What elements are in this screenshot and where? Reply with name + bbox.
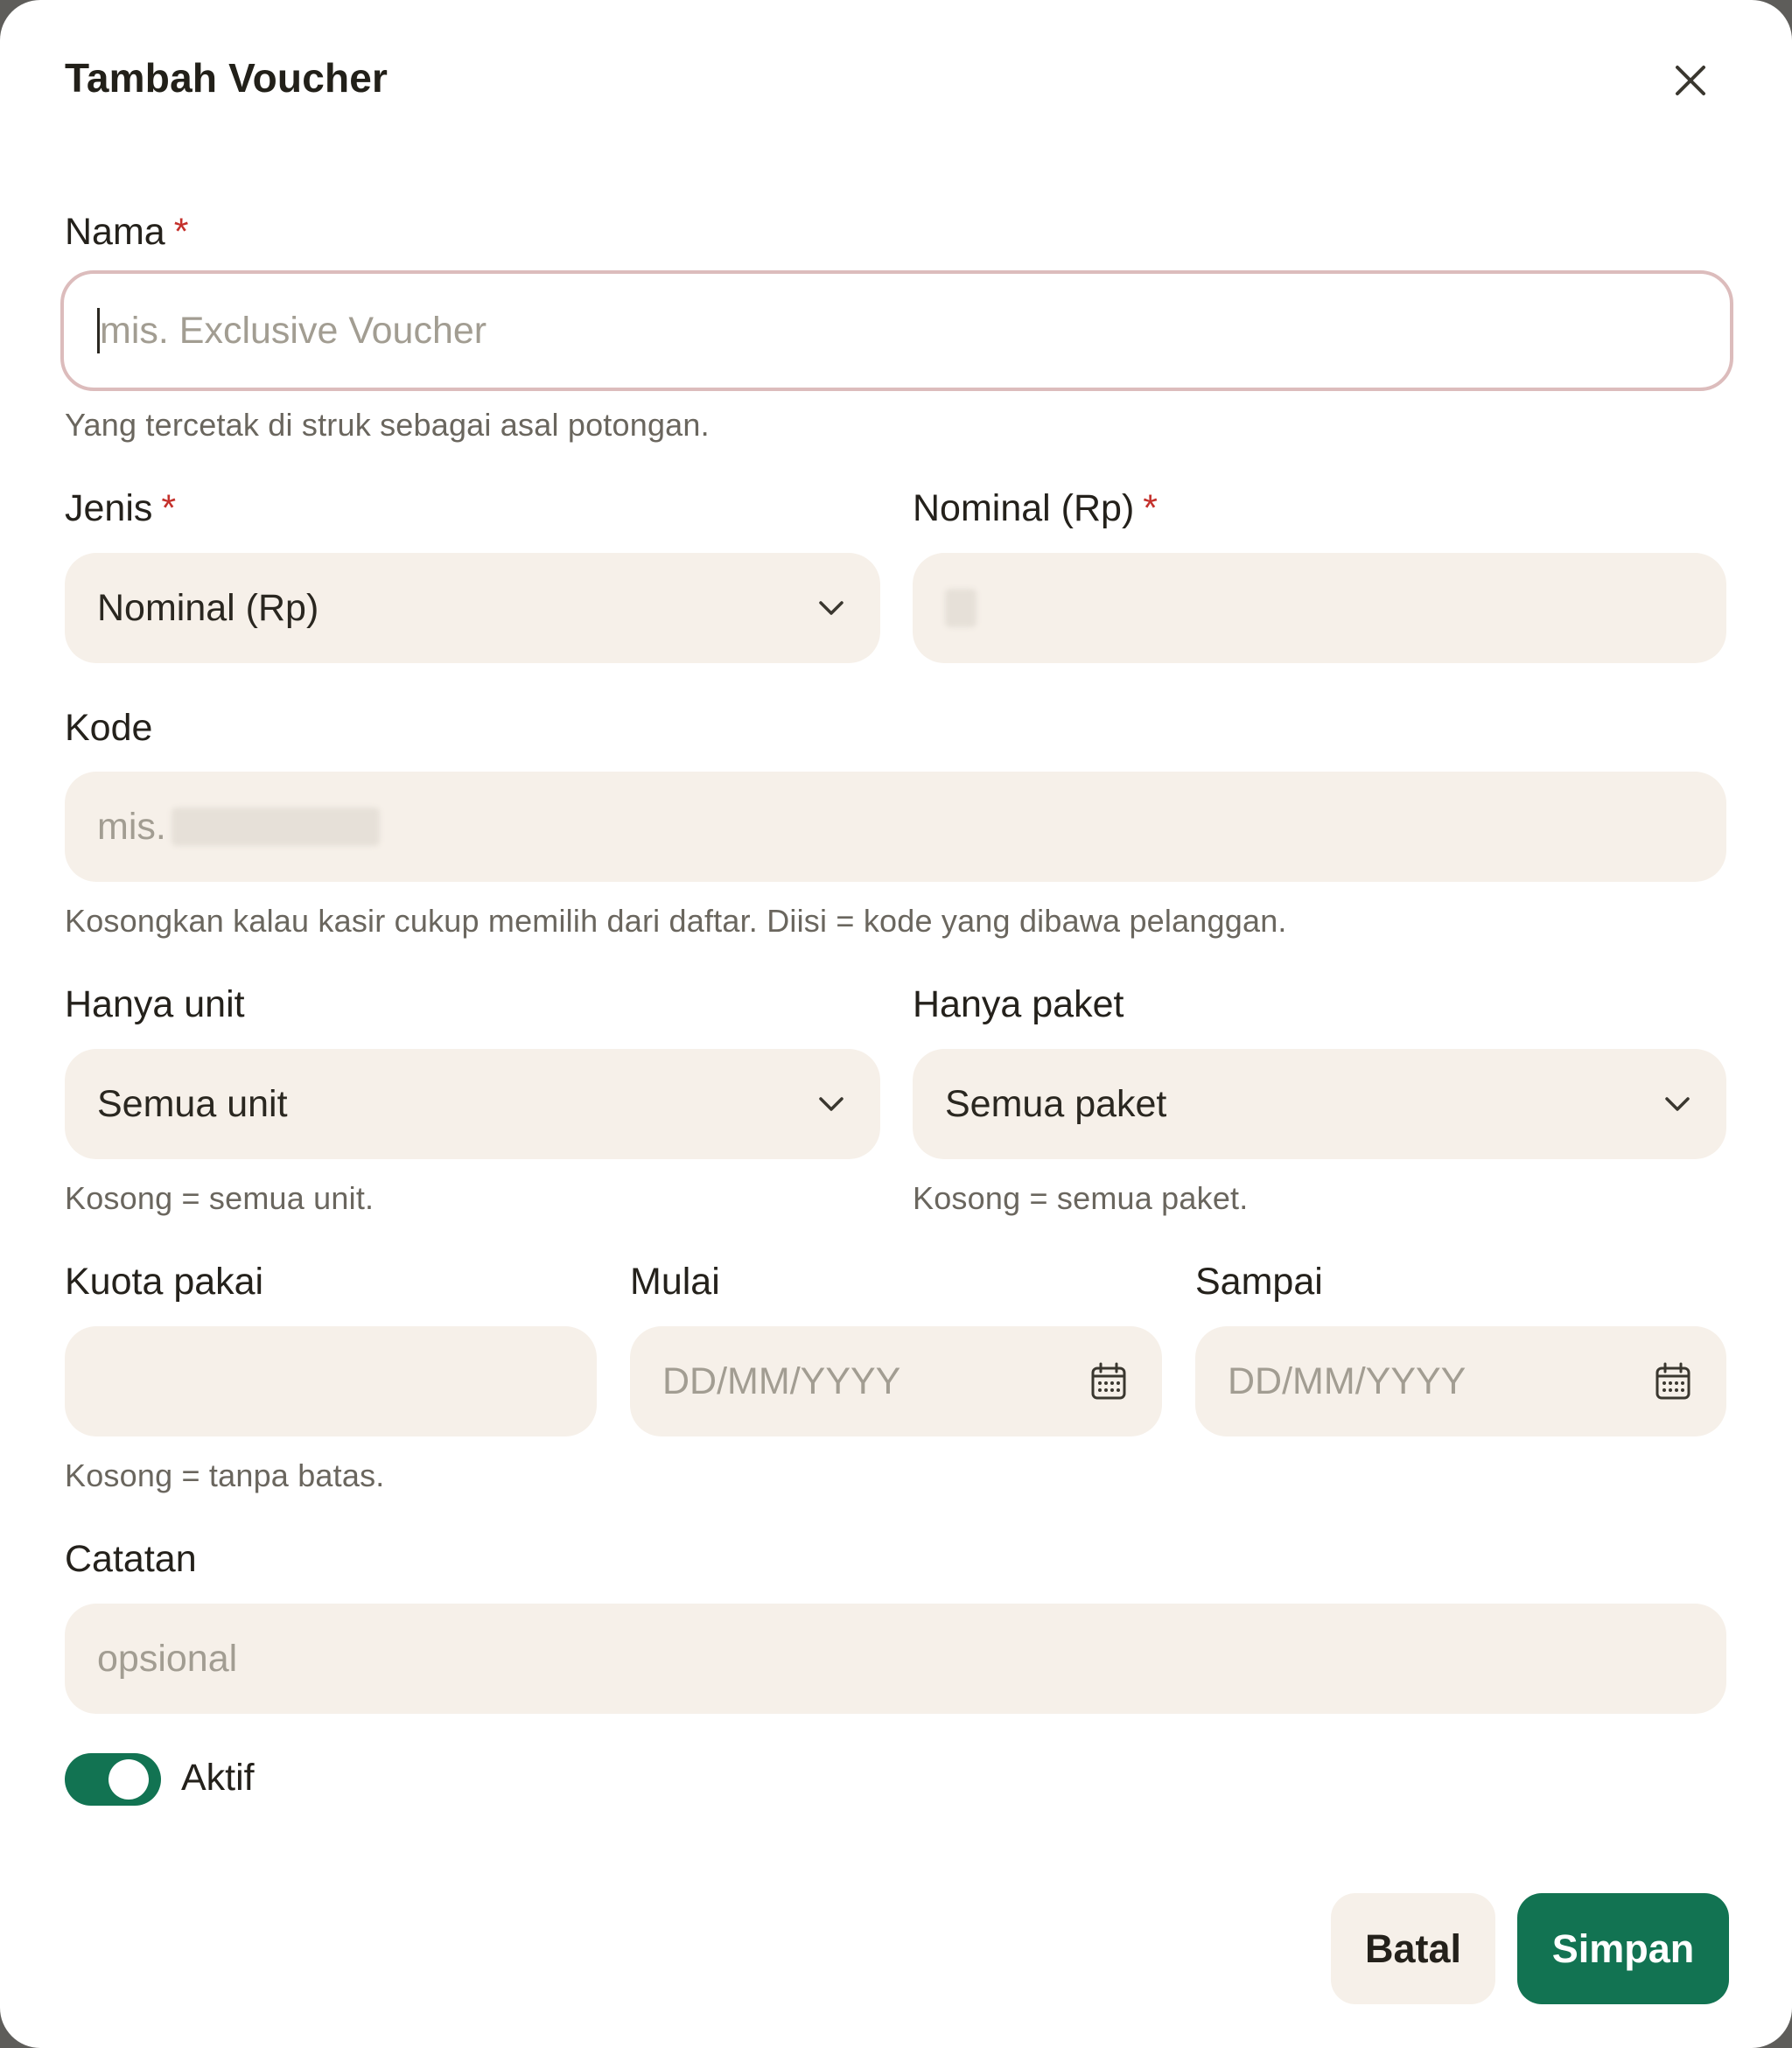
sampai-label: Sampai	[1195, 1261, 1323, 1303]
hanya-unit-value: Semua unit	[97, 1082, 288, 1125]
kode-label: Kode	[65, 707, 153, 749]
hanya-paket-select[interactable]	[913, 1049, 1726, 1159]
jenis-label-text: Jenis	[65, 487, 153, 529]
aktif-label: Aktif	[181, 1757, 255, 1799]
nominal-input[interactable]	[913, 553, 1726, 663]
save-button[interactable]: Simpan	[1517, 1893, 1729, 2004]
jenis-label	[65, 487, 176, 530]
kuota-pakai-input[interactable]	[65, 1326, 597, 1436]
calendar-icon[interactable]	[1655, 1362, 1691, 1401]
required-marker: *	[173, 211, 189, 253]
sampai-date-input[interactable]	[1195, 1326, 1726, 1436]
kode-placeholder: mis.	[97, 805, 166, 848]
mulai-date-input[interactable]	[630, 1326, 1162, 1436]
jenis-select[interactable]	[65, 553, 880, 663]
required-marker: *	[1143, 487, 1158, 529]
aktif-toggle[interactable]	[65, 1753, 161, 1806]
kode-input[interactable]	[65, 772, 1726, 882]
calendar-icon[interactable]	[1090, 1362, 1127, 1401]
nama-hint: Yang tercetak di struk sebagai asal potongan.	[65, 407, 710, 443]
nama-input[interactable]	[60, 270, 1733, 391]
hanya-paket-hint: Kosong = semua paket.	[913, 1180, 1249, 1216]
kuota-pakai-hint: Kosong = tanpa batas.	[65, 1457, 385, 1493]
kode-hint: Kosongkan kalau kasir cukup memilih dari daftar. Diisi = kode yang dibawa pelanggan.	[65, 903, 1287, 939]
nama-label	[65, 211, 188, 254]
nama-label-text: Nama	[65, 211, 165, 253]
kuota-pakai-label: Kuota pakai	[65, 1261, 264, 1303]
dialog-title: Tambah Voucher	[65, 55, 388, 101]
chevron-down-icon	[817, 1095, 845, 1113]
nominal-label	[913, 487, 1158, 530]
redacted-placeholder	[172, 807, 380, 846]
chevron-down-icon	[817, 599, 845, 617]
catatan-placeholder: opsional	[97, 1637, 238, 1680]
nama-placeholder: mis. Exclusive Voucher	[100, 309, 487, 352]
sampai-placeholder: DD/MM/YYYY	[1228, 1360, 1466, 1402]
catatan-input[interactable]	[65, 1604, 1726, 1714]
required-marker: *	[161, 487, 177, 529]
hanya-unit-select[interactable]	[65, 1049, 880, 1159]
hanya-paket-value: Semua paket	[945, 1082, 1167, 1125]
chevron-down-icon	[1663, 1095, 1691, 1113]
mulai-placeholder: DD/MM/YYYY	[662, 1360, 901, 1402]
close-icon[interactable]	[1668, 58, 1713, 103]
hanya-paket-label: Hanya paket	[913, 983, 1124, 1025]
catatan-label: Catatan	[65, 1538, 197, 1580]
nominal-label-text: Nominal (Rp)	[913, 487, 1135, 529]
cancel-button[interactable]: Batal	[1331, 1893, 1495, 2004]
jenis-value: Nominal (Rp)	[97, 586, 319, 629]
redacted-value	[945, 589, 976, 627]
hanya-unit-hint: Kosong = semua unit.	[65, 1180, 374, 1216]
mulai-label: Mulai	[630, 1261, 720, 1303]
hanya-unit-label: Hanya unit	[65, 983, 245, 1025]
toggle-knob	[108, 1759, 149, 1800]
